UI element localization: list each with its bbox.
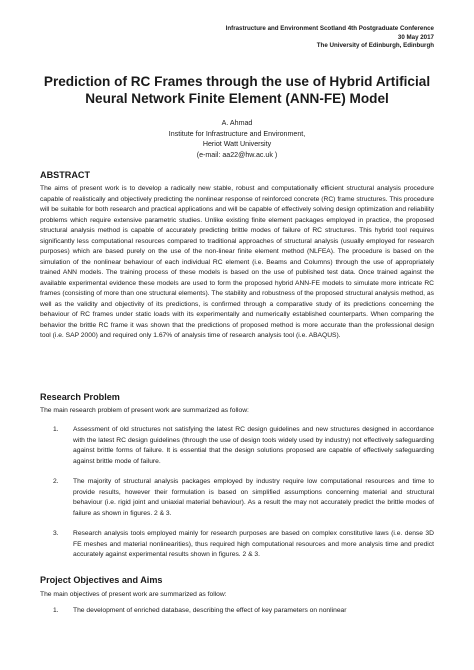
objectives-item-1 — [53, 606, 434, 617]
conference-header — [226, 25, 434, 51]
list-item-text: Assessment of old structures not satisfying the latest RC design guidelines and new structures designed in accordance with the latest RC design guidelines (through the use of design tools widely used by industry) not effectively safeguarding against brittle forms of failure. It is essential that the design solutions proposed are capable of effectively safeguarding against brittle mode of failure. — [73, 426, 434, 465]
research-problem-heading: Research Problem — [40, 392, 120, 402]
research-problem-intro: The main research problem of present work are summarized as follow: — [40, 407, 249, 414]
paper-title-line-1: Prediction of RC Frames through the use of Hybrid Artificial — [43, 74, 431, 89]
conference-date: 30 May 2017 — [397, 33, 434, 41]
research-problem-item-2 — [53, 477, 434, 519]
list-item-text: The development of enriched database, describing the effect of key parameters on nonlinear — [73, 607, 347, 614]
list-number: 1. — [53, 426, 59, 433]
author-name: A. Ahmad — [221, 119, 253, 127]
paper-title-line-2: Neural Network Finite Element (ANN-FE) Model — [85, 91, 389, 106]
author-email: (e-mail: aa22@hw.ac.uk ) — [196, 150, 278, 159]
author-block — [40, 118, 434, 160]
list-number: 3. — [53, 530, 59, 537]
list-number: 2. — [53, 478, 59, 485]
author-affiliation-university: Heriot Watt University — [202, 140, 272, 148]
list-number: 1. — [53, 607, 59, 614]
conference-name: Infrastructure and Environment Scotland 4th Postgraduate Conference — [225, 25, 434, 32]
conference-venue: The University of Edinburgh, Edinburgh — [316, 42, 434, 50]
paper-title — [40, 73, 434, 107]
abstract-heading: ABSTRACT — [40, 170, 91, 180]
research-problem-item-1 — [53, 425, 434, 467]
author-affiliation-institute: Institute for Infrastructure and Environment, — [168, 129, 306, 138]
list-item-text: Research analysis tools employed mainly for research purposes are based on complex constitutive laws (i.e. dense 3D FE meshes and material nonlinearities), thus required high computational resources and more analysis time and predict accurately against experimental results shown in figures. 2 & 3. — [73, 530, 434, 558]
research-problem-item-3 — [53, 529, 434, 561]
list-item-text: The majority of structural analysis packages employed by industry require low computational resources and time to provide results, however their formulation is based on simplified assumptions concerning material and structural behaviour (i.e. rigid joint and uniaxial material behaviour). As a result the may not accurately predict the brittle modes of failure as shown in figures. 2 & 3. — [73, 478, 434, 517]
abstract-text: The aims of present work is to develop a radically new stable, robust and computationally efficient structural analysis procedure capable of realistically and objectively predicting the nonlinear response of reinforced concrete (RC) frame structures. This procedure will be suitable for both research and practical applications and will be capable of effectively solving design optimization and reliability problems which require extensive parametric studies. Unlike existing finite element packages employed in practice, the proposed structural analysis method is capable of accurately predicting brittle modes of failure of RC structures. This hybrid tool requires significantly less computational resources compared to traditional approaches of structural analysis (usually employed for research purposes) which are based purely on the use of the non-linear finite element method (NLFEA). The procedure is based on the simulation of the nonlinear behaviour of each individual RC element (i.e. Beams and Columns) through the use of appropriately trained ANN models. The training process of these models is based on the use of published test data. Once trained against the available experimental evidence these models are used to form the proposed hybrid ANN-FE models to simulate more intricate RC frames (consisting of more than one structural elements). The stability and robustness of the proposed structural analysis method, as well as the validity and objectivity of its predictions, is confirmed through a comparative study of its predictions concerning the behaviour of RC frames under static loads with its experimentally and numerically established counterparts. When comparing the behavior the brittle RC frame it was shown that the predictions of proposed method is more accurate than the professional design tool (i.e. SAP 2000) and required only 1.67% of analysis time of research analysis tool (i.e. ABAQUS). — [40, 185, 434, 339]
objectives-heading: Project Objectives and Aims — [40, 575, 163, 585]
objectives-intro: The main objectives of present work are summarized as follow: — [40, 591, 227, 598]
